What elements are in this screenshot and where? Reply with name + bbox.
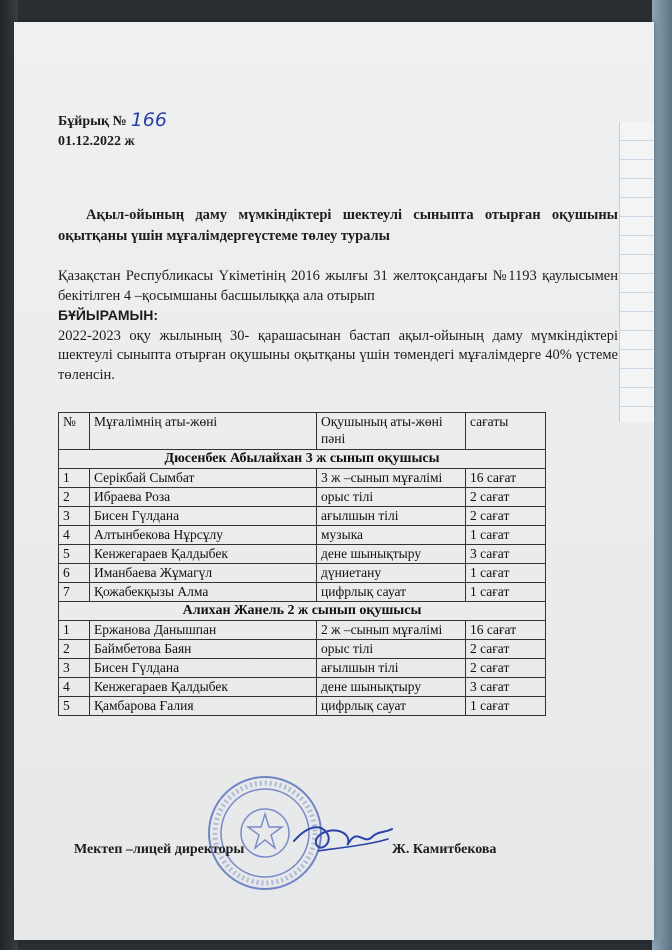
teacher-name: Қамбарова Ғалия — [90, 697, 317, 716]
order-label: Бұйрық № — [58, 114, 127, 129]
order-header — [58, 110, 167, 152]
table-row — [59, 545, 546, 564]
row-number: 6 — [59, 564, 90, 583]
decision-text: 2022-2023 оқу жылының 30- қарашасынан бастап ақыл-ойының даму мүмкіндіктері шектеулі сыныпта отырған оқушыны оқытқаны үшін төмендегі мұғалімдерге 40% үстеме төленсін. — [58, 327, 618, 383]
teacher-name: Кенжегараев Қалдыбек — [90, 678, 317, 697]
row-number: 7 — [59, 583, 90, 602]
table-row — [59, 697, 546, 716]
row-number: 3 — [59, 659, 90, 678]
row-number: 5 — [59, 697, 90, 716]
hours: 2 сағат — [466, 640, 546, 659]
subject: орыс тілі — [317, 488, 466, 507]
hours: 2 сағат — [466, 488, 546, 507]
subject: цифрлық сауат — [317, 697, 466, 716]
teacher-name: Бисен Гүлдана — [90, 507, 317, 526]
header-subject: Оқушының аты-жөні пәні — [317, 413, 466, 450]
row-number: 2 — [59, 488, 90, 507]
decree-word: БҰЙЫРАМЫН: — [58, 307, 158, 323]
director-signature — [288, 815, 398, 863]
preamble-text: Қазақстан Республикасы Үкіметінің 2016 жылғы 31 желтоқсандағы №1193 қаулысымен бекітілген 4 –қосымшаны басшылыққа ала отырып — [58, 268, 618, 304]
document-body — [58, 267, 618, 385]
order-date: 01.12.2022 ж — [58, 134, 135, 149]
student-group-title: Дюсенбек Абылайхан 3 ж сынып оқушысы — [59, 450, 546, 469]
teacher-name: Бисен Гүлдана — [90, 659, 317, 678]
subject: 3 ж –сынып мұғалімі — [317, 469, 466, 488]
row-number: 2 — [59, 640, 90, 659]
row-number: 1 — [59, 621, 90, 640]
student-group-title: Алихан Жанель 2 ж сынып оқушысы — [59, 602, 546, 621]
group-header-row — [59, 602, 546, 621]
subject: дене шынықтыру — [317, 678, 466, 697]
row-number: 4 — [59, 526, 90, 545]
hours: 3 сағат — [466, 545, 546, 564]
photo-background-right — [652, 0, 672, 950]
subject: 2 ж –сынып мұғалімі — [317, 621, 466, 640]
hours: 1 сағат — [466, 583, 546, 602]
subject: орыс тілі — [317, 640, 466, 659]
hours: 2 сағат — [466, 659, 546, 678]
table-header-row — [59, 413, 546, 450]
hours: 3 сағат — [466, 678, 546, 697]
teacher-name: Қожабекқызы Алма — [90, 583, 317, 602]
table-row — [59, 640, 546, 659]
hours: 2 сағат — [466, 507, 546, 526]
subject: ағылшын тілі — [317, 507, 466, 526]
row-number: 1 — [59, 469, 90, 488]
table-row — [59, 488, 546, 507]
row-number: 5 — [59, 545, 90, 564]
hours: 16 сағат — [466, 469, 546, 488]
teacher-name: Кенжегараев Қалдыбек — [90, 545, 317, 564]
table-row — [59, 621, 546, 640]
underlying-page-edge — [619, 122, 654, 422]
director-name: Ж. Камитбекова — [392, 842, 497, 857]
teacher-name: Серікбай Сымбат — [90, 469, 317, 488]
hours: 1 сағат — [466, 697, 546, 716]
table-row — [59, 507, 546, 526]
document-title: Ақыл-ойының даму мүмкіндіктері шектеулі сыныпта отырған оқушыны оқытқаны үшін мұғалімдергеүстеме төлеу туралы — [58, 207, 618, 244]
header-teacher: Мұғалімнің аты-жөні — [90, 413, 317, 450]
header-number: № — [59, 413, 90, 450]
hours: 16 сағат — [466, 621, 546, 640]
table-row — [59, 469, 546, 488]
group-header-row — [59, 450, 546, 469]
director-title: Мектеп –лицей директоры — [74, 842, 245, 857]
hours: 1 сағат — [466, 526, 546, 545]
order-number: 166 — [130, 109, 167, 131]
hours: 1 сағат — [466, 564, 546, 583]
table-row — [59, 659, 546, 678]
teacher-name: Ержанова Данышпан — [90, 621, 317, 640]
teacher-name: Иманбаева Жұмагүл — [90, 564, 317, 583]
teachers-table — [58, 412, 546, 716]
subject: музыка — [317, 526, 466, 545]
table-row — [59, 526, 546, 545]
teacher-name: Баймбетова Баян — [90, 640, 317, 659]
subject: ағылшын тілі — [317, 659, 466, 678]
table-row — [59, 678, 546, 697]
subject: дене шынықтыру — [317, 545, 466, 564]
header-hours: сағаты — [466, 413, 546, 450]
table-row — [59, 583, 546, 602]
teacher-name: Алтынбекова Нұрсұлу — [90, 526, 317, 545]
teacher-name: Ибраева Роза — [90, 488, 317, 507]
row-number: 3 — [59, 507, 90, 526]
table-row — [59, 564, 546, 583]
row-number: 4 — [59, 678, 90, 697]
subject: цифрлық сауат — [317, 583, 466, 602]
subject: дүниетану — [317, 564, 466, 583]
